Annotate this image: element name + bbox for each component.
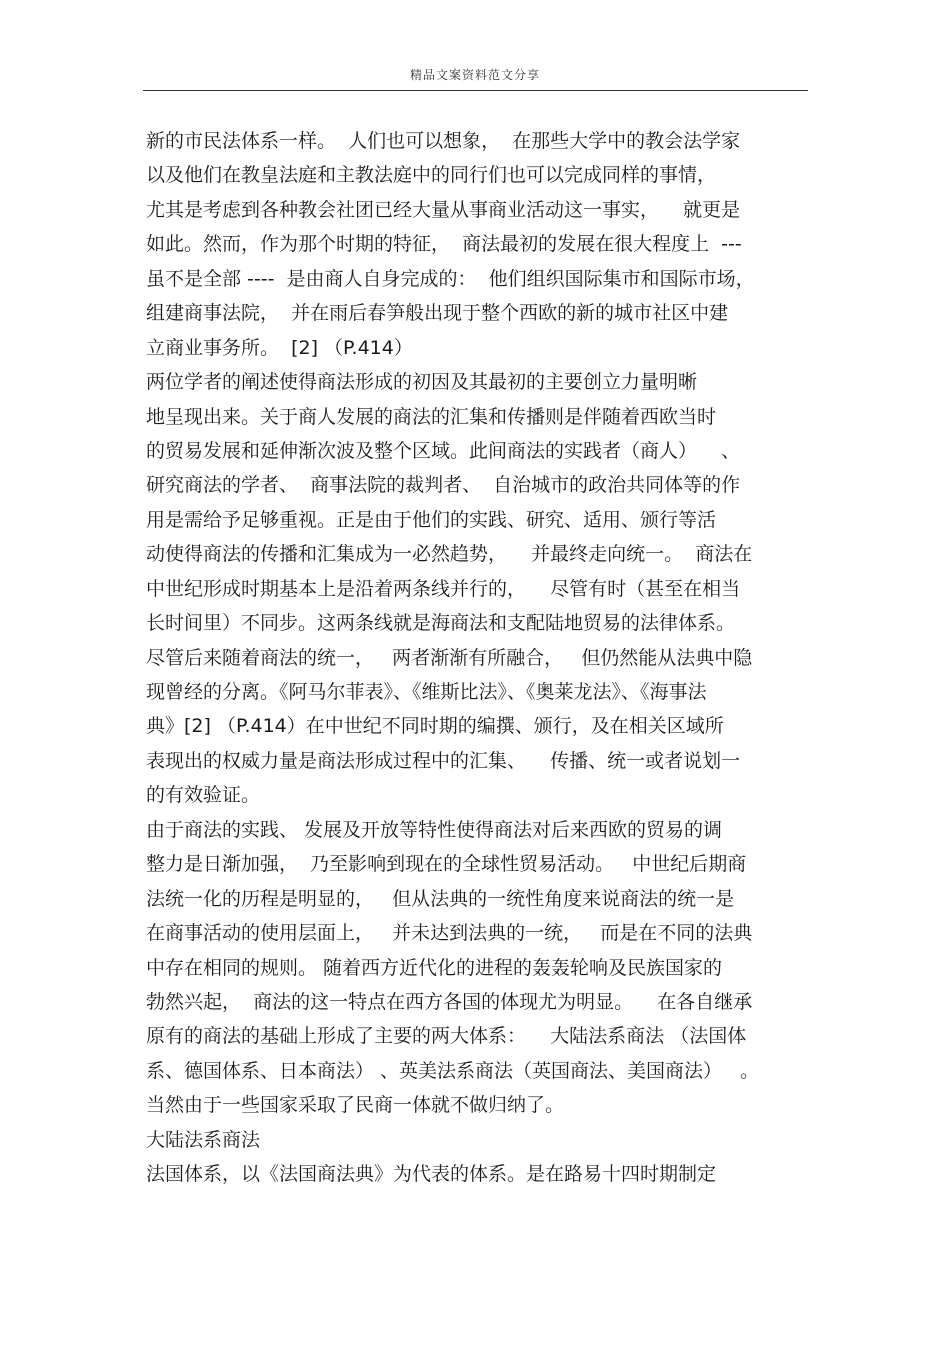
text-line: 如此。然而，作为那个时期的特征， 商法最初的发展在很大程度上 ---: [146, 233, 742, 256]
text-line: 两位学者的阐述使得商法形成的初因及其最初的主要创立力量明晰: [146, 371, 698, 394]
text-line: 原有的商法的基础上形成了主要的两大体系： 大陆法系商法 （法国体: [146, 1025, 747, 1048]
header-divider: [143, 90, 808, 91]
section-heading: 大陆法系商法: [146, 1128, 261, 1151]
text-line: 表现出的权威力量是商法形成过程中的汇集、 传播、统一或者说划一: [146, 749, 741, 772]
text-line: 法统一化的历程是明显的， 但从法典的一统性角度来说商法的统一是: [146, 887, 735, 910]
text-line: 动使得商法的传播和汇集成为一必然趋势， 并最终走向统一。 商法在: [146, 543, 753, 566]
text-line: 勃然兴起， 商法的这一特点在西方各国的体现尤为明显。 在各自继承: [146, 990, 753, 1013]
text-line: 的有效验证。: [146, 784, 261, 807]
page-header: 精品文案资料范文分享: [409, 68, 540, 82]
text-line: 现曾经的分离。《阿马尔菲表》、《维斯比法》、《奥莱龙法》、《海事法: [146, 681, 707, 703]
text-line: 系、德国体系、日本商法） 、英美法系商法（英国商法、美国商法） 。: [146, 1059, 760, 1082]
text-line: 中世纪形成时期基本上是沿着两条线并行的， 尽管有时（甚至在相当: [146, 577, 741, 600]
text-line: 法国体系，以《法国商法典》为代表的体系。是在路易十四时期制定: [146, 1163, 717, 1186]
text-line: 整力是日渐加强， 乃至影响到现在的全球性贸易活动。 中世纪后期商: [146, 853, 747, 876]
text-line: 虽不是全部 ---- 是由商人自身完成的： 他们组织国际集市和国际市场，: [146, 267, 755, 290]
text-line: 长时间里）不同步。这两条线就是海商法和支配陆地贸易的法律体系。: [146, 612, 736, 635]
text-line: 新的市民法体系一样。 人们也可以想象， 在那些大学中的教会法学家: [146, 130, 741, 152]
text-line: 中存在相同的规则。 随着西方近代化的进程的轰轰轮响及民族国家的: [146, 956, 723, 979]
text-line: 立商业事务所。 [2] （P.414）: [146, 336, 413, 359]
text-line: 由于商法的实践、 发展及开放等特性使得商法对后来西欧的贸易的调: [146, 818, 723, 841]
text-line: 研究商法的学者、 商事法院的裁判者、 自治城市的政治共同体等的作: [146, 474, 741, 497]
text-line: 的贸易发展和延伸渐次波及整个区域。此间商法的实践者（商人） 、: [146, 439, 741, 462]
text-line: 典》[2] （P.414）在中世纪不同时期的编撰、颁行，及在相关区域所: [146, 715, 724, 738]
text-line: 在商事活动的使用层面上， 并未达到法典的一统， 而是在不同的法典: [146, 922, 753, 945]
text-line: 尽管后来随着商法的统一， 两者渐渐有所融合， 但仍然能从法典中隐: [146, 646, 753, 669]
text-line: 尤其是考虑到各种教会社团已经大量从事商业活动这一事实， 就更是: [146, 198, 741, 221]
text-line: 当然由于一些国家采取了民商一体就不做归纳了。: [146, 1094, 565, 1117]
text-line: 组建商事法院， 并在雨后春笋般出现于整个西欧的新的城市社区中建: [146, 302, 729, 325]
body-text: [146, 124, 811, 1192]
text-line: 地呈现出来。关于商人发展的商法的汇集和传播则是伴随着西欧当时: [146, 405, 717, 428]
text-line: 用是需给予足够重视。正是由于他们的实践、研究、适用、颁行等活: [146, 508, 717, 531]
text-line: 以及他们在教皇法庭和主教法庭中的同行们也可以完成同样的事情，: [146, 164, 717, 187]
